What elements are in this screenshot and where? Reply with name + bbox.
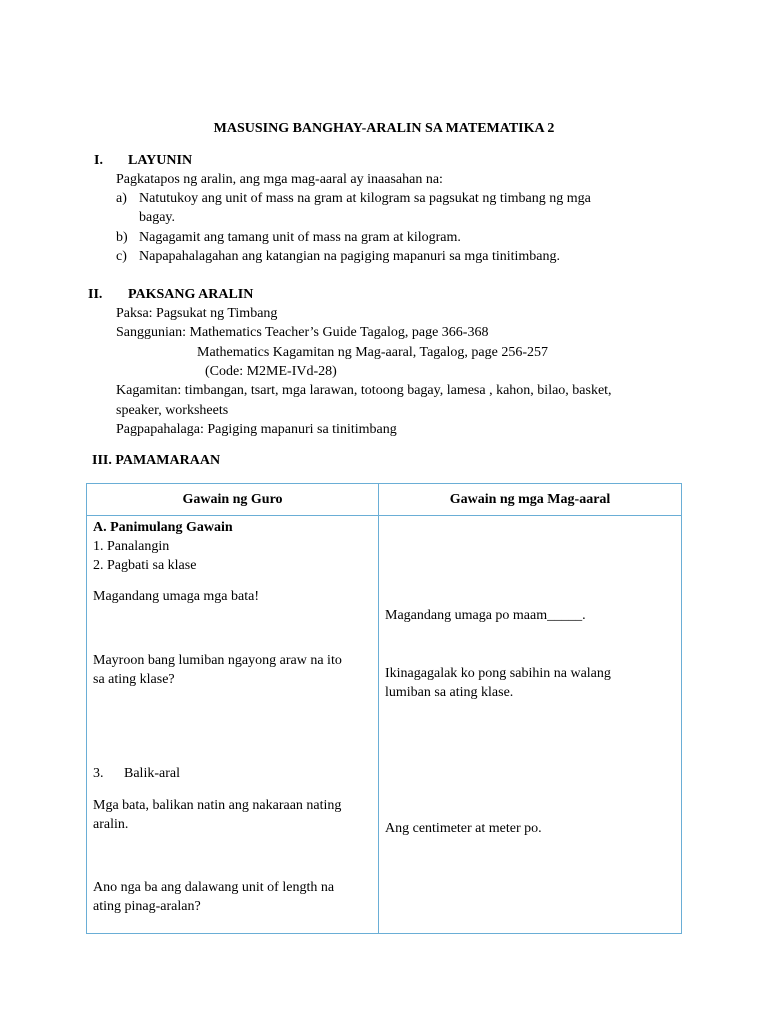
section-1-number: I. [94, 153, 103, 168]
sanggunian-line-1: Sanggunian: Mathematics Teacher’s Guide Tagalog, page 366-368 [116, 325, 489, 340]
guro-item-3-number: 3. [93, 766, 104, 781]
section-1-heading: LAYUNIN [128, 153, 193, 168]
section-3-heading: III. PAMAMARAAN [92, 453, 221, 468]
guro-greeting: Magandang umaga mga bata! [93, 589, 259, 604]
table-row [87, 516, 682, 934]
guro-question-2: ating pinag-aralan? [93, 899, 201, 914]
guro-absent-question-2: sa ating klase? [93, 672, 175, 687]
objective-a-mark: a) [116, 191, 127, 206]
kagamitan-line-2: speaker, worksheets [116, 403, 229, 418]
magaaral-absent-reply-1: Ikinagagalak ko pong sabihin na walang [385, 666, 611, 681]
magaaral-units-reply: Ang centimeter at meter po. [385, 821, 542, 836]
objective-a-text-cont: bagay. [139, 210, 176, 225]
document-title: MASUSING BANGHAY-ARALIN SA MATEMATIKA 2 [213, 121, 555, 136]
code-line: (Code: M2ME-IVd-28) [205, 364, 337, 379]
pagpapahalaga-line: Pagpapahalaga: Pagiging mapanuri sa tinitimbang [116, 422, 397, 437]
guro-item-balik-aral: Balik-aral [124, 766, 180, 781]
guro-review-2: aralin. [93, 817, 129, 832]
paksa-line: Paksa: Pagsukat ng Timbang [116, 306, 278, 321]
table-header-row [87, 484, 682, 516]
section-2-number: II. [88, 287, 103, 302]
section-2-heading: PAKSANG ARALIN [128, 287, 254, 302]
objective-c-text: Napapahalagahan ang katangian na pagiging mapanuri sa mga tinitimbang. [139, 249, 561, 264]
magaaral-greeting-reply: Magandang umaga po maam_____. [385, 608, 586, 623]
panimulang-gawain-heading: A. Panimulang Gawain [93, 520, 233, 535]
magaaral-absent-reply-2: lumiban sa ating klase. [385, 685, 514, 700]
objective-b-mark: b) [116, 230, 128, 245]
col-header-magaaral: Gawain ng mga Mag-aaral [379, 484, 682, 516]
section-1-intro: Pagkatapos ng aralin, ang mga mag-aaral ay inaasahan na: [116, 172, 443, 187]
guro-item-pagbati: 2. Pagbati sa klase [93, 558, 197, 573]
kagamitan-line-1: Kagamitan: timbangan, tsart, mga larawan, totoong bagay, lamesa , kahon, bilao, basket, [116, 383, 612, 398]
magaaral-cell [379, 516, 682, 934]
guro-cell [87, 516, 379, 934]
col-header-guro: Gawain ng Guro [87, 484, 379, 516]
objective-c-mark: c) [116, 249, 127, 264]
guro-question-1: Ano nga ba ang dalawang unit of length na [93, 880, 335, 895]
guro-review-1: Mga bata, balikan natin ang nakaraan nating [93, 798, 342, 813]
guro-absent-question-1: Mayroon bang lumiban ngayong araw na ito [93, 653, 342, 668]
objective-b-text: Nagagamit ang tamang unit of mass na gram at kilogram. [139, 230, 461, 245]
guro-item-panalangin: 1. Panalangin [93, 539, 170, 554]
procedure-table [86, 483, 682, 934]
sanggunian-line-2: Mathematics Kagamitan ng Mag-aaral, Tagalog, page 256-257 [197, 345, 548, 360]
objective-a-text: Natutukoy ang unit of mass na gram at kilogram sa pagsukat ng timbang ng mga [139, 191, 591, 206]
